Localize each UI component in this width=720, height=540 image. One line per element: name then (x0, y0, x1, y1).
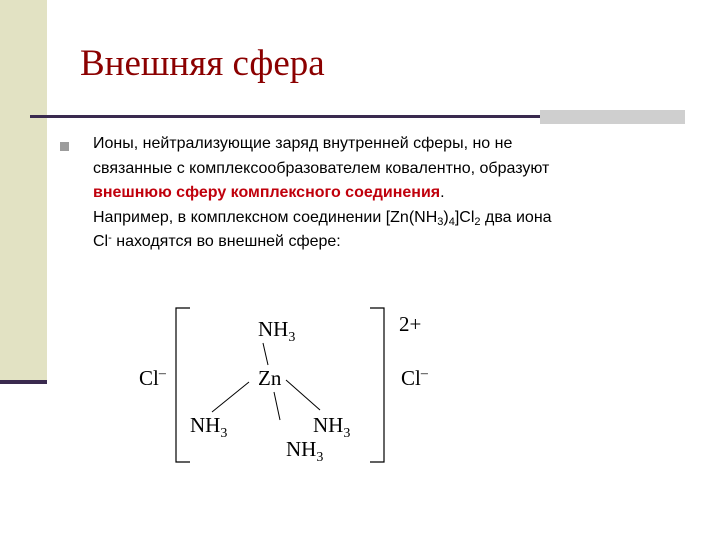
ligand-bottom: $NH_3$ (286, 437, 324, 465)
formula-part-3: ]Cl (454, 208, 475, 226)
line-5-end: находятся во внешней сфере: (111, 233, 341, 250)
outer-chloride-right: Cl– (401, 366, 428, 390)
bond-bottom (274, 392, 280, 420)
bond-top (263, 343, 268, 365)
left-bracket (176, 308, 190, 462)
chloride-charge: - (108, 232, 112, 244)
bond-right (286, 380, 320, 410)
bullet-line-2: связанные с комплексообразователем ковалентно, образуют (93, 159, 550, 177)
formula-sub-3: 2 (474, 215, 481, 228)
formula-sub-1: 3 (437, 215, 444, 228)
formula-part-2: ) (443, 208, 449, 226)
formula-part-1: Например, в комплексном соединении [Zn(NH (93, 208, 438, 226)
right-bracket (370, 308, 384, 462)
central-atom: Zn (258, 366, 282, 390)
bullet-line-1: Ионы, нейтрализующие заряд внутренней сферы, но не (93, 135, 513, 152)
ligand-left: $NH_3$ (190, 413, 228, 441)
slide-title: Внешняя сфера (80, 43, 325, 84)
chloride-symbol: Cl (93, 233, 109, 250)
formula-part-4: два иона (480, 208, 552, 226)
outer-chloride-left: Cl– (139, 366, 166, 390)
bond-left (212, 382, 249, 412)
ligand-top: $NH_3$ (258, 317, 296, 345)
line-3-end: . (440, 184, 445, 201)
highlight-term: внешнюю сферу комплексного соединения (93, 184, 441, 201)
complex-charge: 2+ (399, 312, 422, 336)
formula-sub-2: 4 (448, 215, 455, 228)
ligand-right: $NH_3$ (313, 413, 351, 441)
